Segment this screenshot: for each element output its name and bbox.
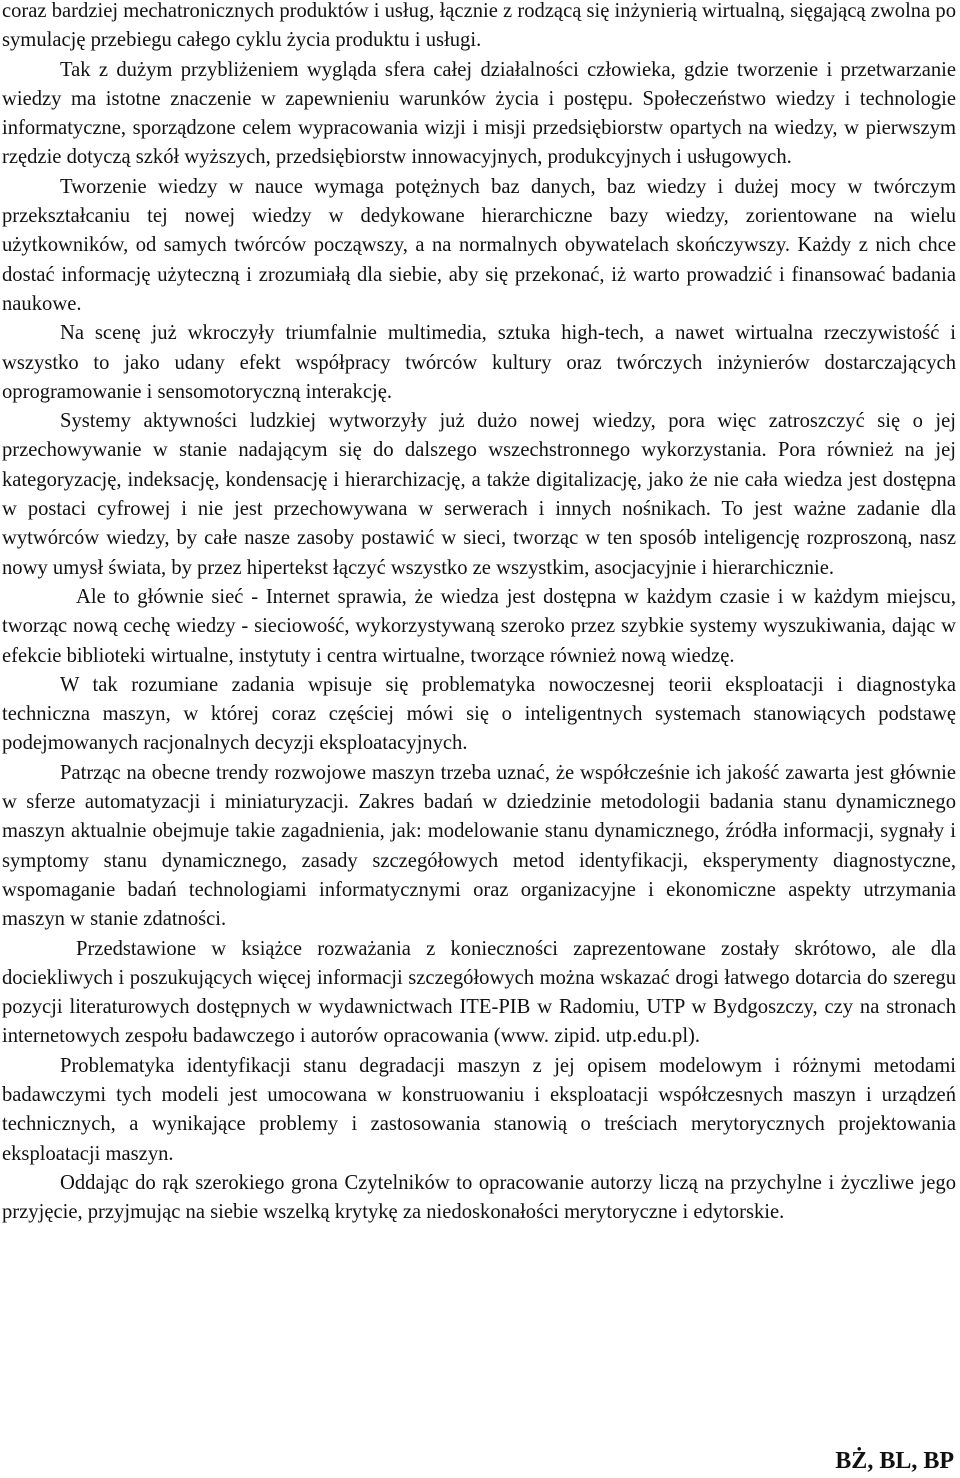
paragraph-multimedia: Na scenę już wkroczyły triumfalnie multimedia, sztuka high-tech, a nawet wirtualna rzeczywistość i wszystko to jako udany efekt współpracy twórców kultury oraz twórczych inżynierów dostarczających oprogramowanie i sensomotoryczną interakcję.	[2, 322, 956, 403]
paragraph-book-considerations: Przedstawione w książce rozważania z konieczności zaprezentowane zostały skrótowo, ale dla dociekliwych i poszukujących więcej informacji szczegółowych można wskazać drogi łatwego dotarcia do szeregu pozycji literaturowych dostępnych w wydawnictwach ITE-PIB w Radomiu, UTP w Bydgoszczy, czy na stronach internetowych zespołu badawczego i autorów opracowania (www. zipid. utp.edu.pl).	[2, 937, 956, 1048]
paragraph-degradation-identification: Problematyka identyfikacji stanu degradacji maszyn z jej opisem modelowym i różnymi metodami badawczymi tych modeli jest umocowana w konstruowaniu i eksploatacji współczesnych maszyn i urządzeń technicznych, a wynikające problemy i zastosowania stanowią o treściach merytorycznych projektowania eksploatacji maszyn.	[2, 1054, 956, 1165]
paragraph-knowledge-sphere: Tak z dużym przybliżeniem wygląda sfera całej działalności człowieka, gdzie tworzenie i przetwarzanie wiedzy ma istotne znaczenie w zapewnieniu warunków życia i postępu. Społeczeństwo wiedzy i technologie informatyczne, sporządzone celem wypracowania wizji i misji przedsiębiorstw opartych na wiedzy, w pierwszym rzędzie dotyczą szkół wyższych, przedsiębiorstw innowacyjnych, produkcyjnych i usługowych.	[2, 58, 956, 169]
paragraph-closing: Oddając do rąk szerokiego grona Czytelników to opracowanie autorzy liczą na przychylne i życzliwe jego przyjęcie, przyjmując na siebie wszelką krytykę za niedoskonałości merytoryczne i edytorskie.	[2, 1171, 956, 1224]
paragraph-human-activity-systems: Systemy aktywności ludzkiej wytworzyły już dużo nowej wiedzy, pora więc zatroszczyć się o jej przechowywanie w stanie nadającym się do dalszego wszechstronnego wykorzystania. Pora również na jej kategoryzację, indeksację, kondensację i hierarchizację, a także digitalizację, jako że nie cała wiedza jest dostępna w postaci cyfrowej i nie jest przechowywana w serwerach i innych nośnikach. To jest ważne zadanie dla wytwórców wiedzy, by całe nasze zasoby postawić w sieci, tworząc w ten sposób inteligencję rozproszoną, nasz nowy umysł świata, by przez hipertekst łączyć wszystko ze wszystkim, asocjacyjnie i hierarchicznie.	[2, 410, 956, 579]
paragraph-continuation: coraz bardziej mechatronicznych produktów i usług, łącznie z rodzącą się inżynierią wirtualną, sięgającą zwolna po symulację przebiegu całego cyklu życia produktu i usługi.	[2, 0, 956, 52]
paragraph-internet: Ale to głównie sieć - Internet sprawia, że wiedza jest dostępna w każdym czasie i w każdym miejscu, tworząc nową cechę wiedzy - sieciowość, wykorzystywaną szeroko przez szybkie systemy wyszukiwania, dając w efekcie biblioteki wirtualne, instytuty i centra wirtualne, tworzące również nową wiedzę.	[2, 585, 956, 667]
paragraph-machine-trends: Patrząc na obecne trendy rozwojowe maszyn trzeba uznać, że współcześnie ich jakość zawarta jest głównie w sferze automatyzacji i miniaturyzacji. Zakres badań w dziedzinie metodologii badania stanu dynamicznego maszyn aktualnie obejmuje takie zagadnienia, jak: modelowanie stanu dynamicznego, źródła informacji, sygnały i symptomy stanu dynamicznego, zasady szczegółowych metod identyfikacji, eksperymenty diagnostyczne, wspomaganie badań technologiami informatycznymi oraz organizacyjne i ekonomiczne aspekty utrzymania maszyn w stanie zdatności.	[2, 761, 956, 931]
authors-signature: BŻ, BL, BP	[835, 1448, 954, 1474]
paragraph-exploitation-theory: W tak rozumiane zadania wpisuje się problematyka nowoczesnej teorii eksploatacji i diagnostyka techniczna maszyn, w której coraz częściej mówi się o inteligentnych systemach stanowiących podstawę podejmowanych racjonalnych decyzji eksploatacyjnych.	[2, 673, 956, 755]
paragraph-knowledge-creation: Tworzenie wiedzy w nauce wymaga potężnych baz danych, baz wiedzy i dużej mocy w twórczym przekształcaniu tej nowej wiedzy w dedykowane hierarchiczne bazy wiedzy, zorientowane na wielu użytkowników, od samych twórców począwszy, a na normalnych obywatelach skończywszy. Każdy z nich chce dostać informację użyteczną i zrozumiałą dla siebie, aby się przekonać, iż warto prowadzić i finansować badania naukowe.	[2, 175, 956, 315]
